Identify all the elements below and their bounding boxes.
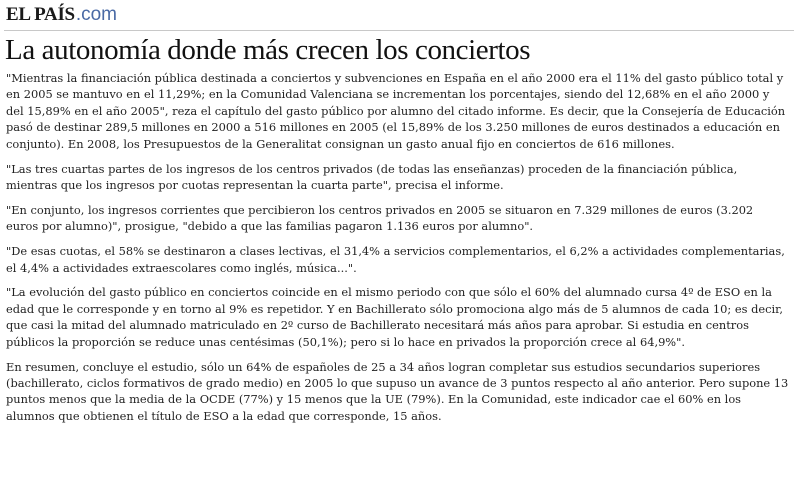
article-title: La autonomía donde más crecen los conciertos — [5, 34, 531, 66]
article-paragraph: "Mientras la financiación pública destinada a conciertos y subvenciones en España en el año 2000 era el 11% del gasto público total y en 2005 se mantuvo en el 11,29%; en la Comunidad Valenciana se incrementan los porcentajes, siendo del 12,68% en el año 2000 y del 15,89% en el año 2005", reza el capítulo del gasto público por alumno del citado informe. Es decir, que la Consejería de Educación pasó de destinar 289,5 millones en 2000 a 516 millones en 2005 (el 15,89% de los 3.250 millones de euros destinados a educación en conjunto). En 2008, los Presupuestos de la Generalitat consignan un gasto anual fijo en conciertos de 616 millones. — [6, 71, 786, 151]
article-paragraph: En resumen, concluye el estudio, sólo un 64% de españoles de 25 a 34 años logran completar sus estudios secundarios superiores (bachillerato, ciclos formativos de grado medio) en 2005 lo que supuso un avance de 3 puntos respecto al año anterior. Pero supone 13 puntos menos que la media de la OCDE (77%) y 15 menos que la UE (79%). En la Comunidad, este indicador cae el 60% en los alumnos que obtienen el título de ESO a la edad que corresponde, 15 años. — [6, 359, 789, 423]
article-paragraph: "En conjunto, los ingresos corrientes que percibieron los centros privados en 2005 se situaron en 7.329 millones de euros (3.202 euros por alumno)", prosigue, "debido a que las familias pagaron 1.136 euros por alumno". — [6, 202, 754, 234]
site-logo[interactable] — [6, 4, 117, 28]
article-paragraph: "De esas cuotas, el 58% se destinaron a clases lectivas, el 31,4% a servicios complementarios, el 6,2% a actividades complementarias, el 4,4% a actividades extraescolares como inglés, música...". — [6, 244, 785, 275]
article-paragraph: "Las tres cuartas partes de los ingresos de los centros privados (de todas las enseñanzas) proceden de la financiación pública, mientras que los ingresos por cuotas representan la cuarta parte", precisa el informe. — [6, 161, 738, 192]
article-body — [6, 70, 789, 433]
brand-suffix: .com — [75, 4, 118, 25]
header-divider — [4, 30, 794, 31]
brand-name: EL PAÍS — [6, 4, 75, 25]
article-paragraph: "La evolución del gasto público en conciertos coincide en el mismo periodo con que sólo el 60% del alumnado cursa 4º de ESO en la edad que le corresponde y en torno al 9% es repetidor. Y en Bachillerato sólo promociona algo más de 5 alumnos de cada 10; es decir, que casi la mitad del alumnado matriculado en 2º curso de Bachillerato necesitará más años para aprobar. Si estudia en centros públicos la proporción se reduce unas centésimas (50,1%); pero si lo hace en privados la proporción crece al 64,9%". — [6, 285, 783, 349]
